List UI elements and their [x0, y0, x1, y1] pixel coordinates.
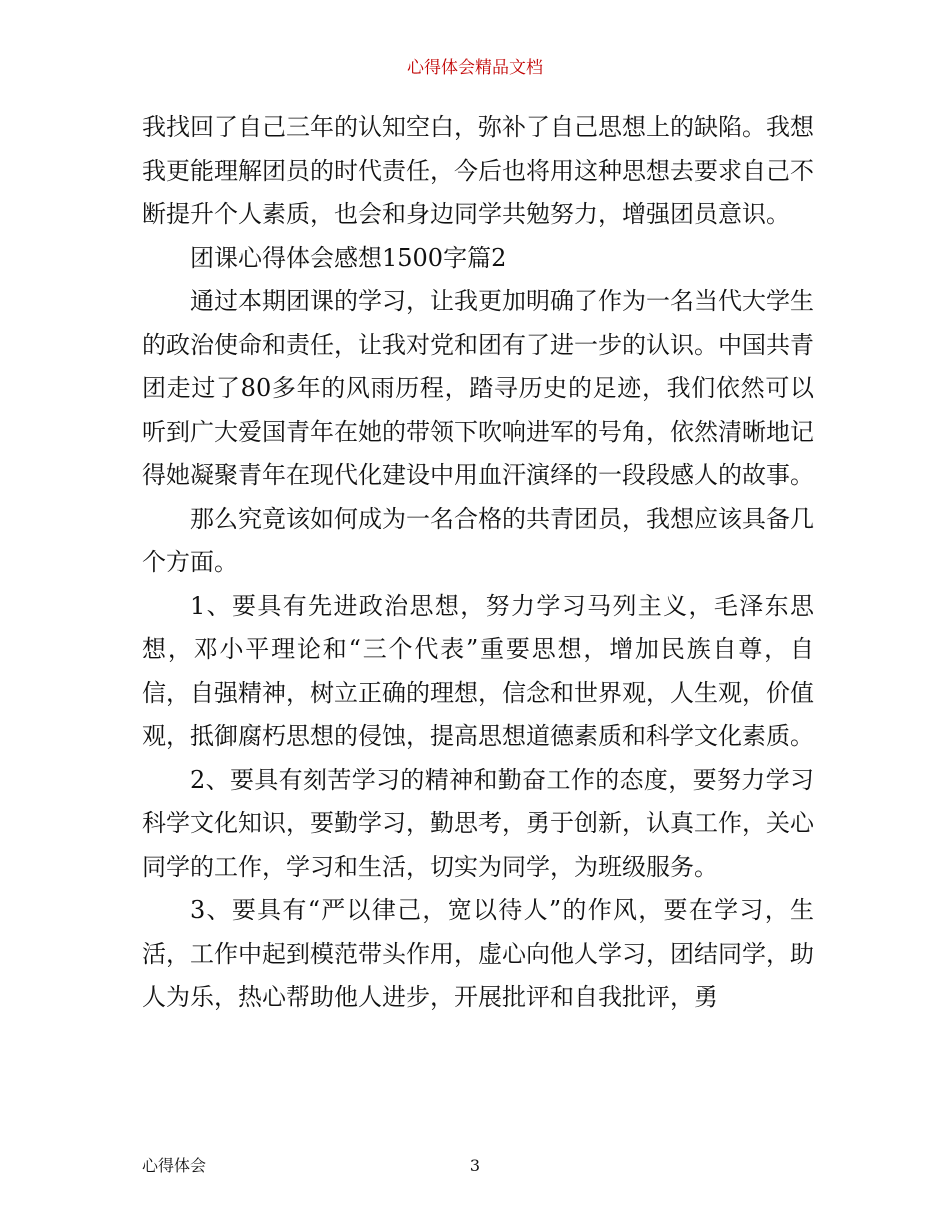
page-footer-label: 心得体会 — [142, 1156, 207, 1175]
page-header-title: 心得体会精品文档 — [407, 58, 543, 78]
paragraph: 通过本期团课的学习，让我更加明确了作为一名当代大学生的政治使命和责任，让我对党和团有了进一步的认识。中国共青团走过了80多年的风雨历程，踏寻历史的足迹，我们依然可以听到广大爱国青年在她的带领下吹响进军的号角，依然清晰地记得她凝聚青年在现代化建设中用血汗演绎的一段段感人的故事。 — [142, 287, 814, 489]
section-heading: 团课心得体会感想1500字篇2 — [190, 243, 507, 272]
document-body — [142, 106, 814, 1020]
paragraph-list-item: 3、要具有“严以律己，宽以待人”的作风，要在学习，生活，工作中起到模范带头作用，虚心向他人学习，团结同学，助人为乐，热心帮助他人进步，开展批评和自我批评，勇 — [142, 896, 814, 1011]
paragraph-list-item: 2、要具有刻苦学习的精神和勤奋工作的态度，要努力学习科学文化知识，要勤学习，勤思考，勇于创新，认真工作，关心同学的工作，学习和生活，切实为同学，为班级服务。 — [142, 765, 814, 881]
paragraph-list-item: 1、要具有先进政治思想，努力学习马列主义，毛泽东思想，邓小平理论和“三个代表”重要思想，增加民族自尊，自信，自强精神，树立正确的理想，信念和世界观，人生观，价值观，抵御腐朽思想的侵蚀，提高思想道德素质和科学文化素质。 — [142, 591, 814, 750]
page-number: 3 — [469, 1156, 481, 1175]
paragraph-continuation: 我找回了自己三年的认知空白，弥补了自己思想上的缺陷。我想我更能理解团员的时代责任，今后也将用这种思想去要求自己不断提升个人素质，也会和身边同学共勉努力，增强团员意识。 — [142, 113, 814, 228]
paragraph: 那么究竟该如何成为一名合格的共青团员，我想应该具备几个方面。 — [142, 504, 814, 576]
